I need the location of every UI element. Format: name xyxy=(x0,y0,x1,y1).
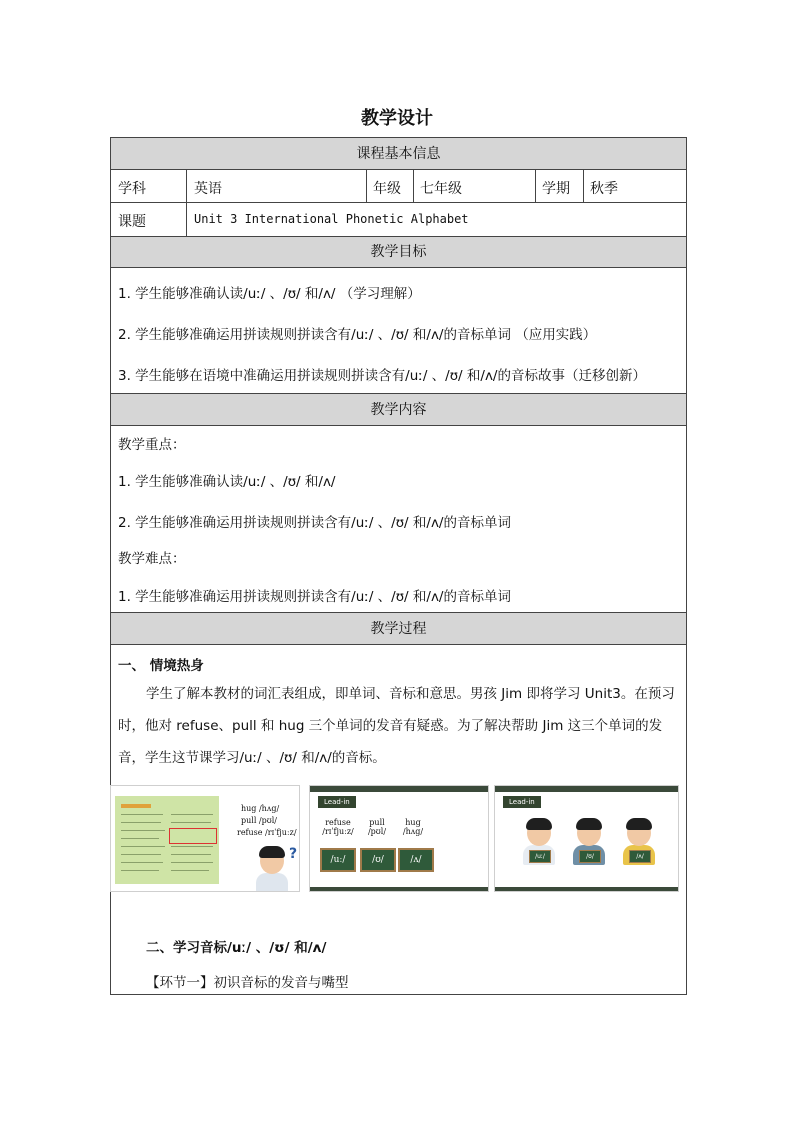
objective-item: 1. 学生能够准确认读/uː/ 、/ʊ/ 和/ʌ/ （学习理解） xyxy=(118,286,421,302)
question-mark: ? xyxy=(289,846,298,862)
slide-thumbnail-lead-in-words xyxy=(310,786,488,891)
key-points-label: 教学重点： xyxy=(118,437,186,453)
col-divider xyxy=(186,170,187,236)
link1-title: 【环节一】初识音标的发音与嘴型 xyxy=(146,975,349,991)
difficult-point-item: 1. 学生能够准确运用拼读规则拼读含有/uː/ 、/ʊ/ 和/ʌ/的音标单词 xyxy=(118,589,511,605)
word-hug: hug /hʌg/ xyxy=(241,804,280,813)
lead-in-tag: Lead-in xyxy=(318,796,356,808)
term-value: 秋季 xyxy=(590,181,618,197)
section-objectives: 教学目标 xyxy=(111,236,686,268)
section-content: 教学内容 xyxy=(111,393,686,426)
phoneme-board: /ʊ/ xyxy=(360,848,396,872)
phoneme-sign: /uː/ xyxy=(529,850,551,863)
key-point-item: 2. 学生能够准确运用拼读规则拼读含有/uː/ 、/ʊ/ 和/ʌ/的音标单词 xyxy=(118,515,511,531)
lead-in-tag: Lead-in xyxy=(503,796,541,808)
subject-label: 学科 xyxy=(118,181,146,197)
step1-paragraph: 学生了解本教材的词汇表组成，即单词、音标和意思。男孩 Jim 即将学习 Unit3。在预习时，他对 refuse、pull 和 hug 三个单词的发音有疑惑。为了解决帮助 Jim 这三个单词的发音，学生这节课学习/uː/ 、/ʊ/ 和/ʌ/的音标。 xyxy=(118,686,675,766)
phoneme-sign: /ʌ/ xyxy=(629,850,651,863)
term-label: 学期 xyxy=(542,181,570,197)
row-divider xyxy=(111,202,686,203)
difficult-points-label: 教学难点： xyxy=(118,551,186,567)
step2-title: 二、学习音标/uː/ 、/ʊ/ 和/ʌ/ xyxy=(146,940,327,956)
word-pull: pull /pʊl/ xyxy=(367,818,387,836)
col-divider xyxy=(583,170,584,202)
slide-thumbnail-vocabulary xyxy=(111,786,299,891)
section-process: 教学过程 xyxy=(111,612,686,645)
subject-value: 英语 xyxy=(194,181,222,197)
col-divider xyxy=(535,170,536,202)
document-title: 教学设计 xyxy=(361,108,433,129)
phoneme-board: /uː/ xyxy=(320,848,356,872)
objective-item: 3. 学生能够在语境中准确运用拼读规则拼读含有/uː/ 、/ʊ/ 和/ʌ/的音标故事（迁移创新） xyxy=(118,368,646,384)
phoneme-sign: /ʊ/ xyxy=(579,850,601,863)
objective-item: 2. 学生能够准确运用拼读规则拼读含有/uː/ 、/ʊ/ 和/ʌ/的音标单词 （应用实践） xyxy=(118,327,597,343)
word-refuse: refuse /rɪˈfjuːz/ xyxy=(322,818,354,836)
grade-label: 年级 xyxy=(373,181,401,197)
topic-value: Unit 3 International Phonetic Alphabet xyxy=(194,212,469,226)
boy-avatar xyxy=(623,820,655,865)
key-point-item: 1. 学生能够准确认读/uː/ 、/ʊ/ 和/ʌ/ xyxy=(118,474,336,490)
word-pull: pull /pʊl/ xyxy=(241,816,277,825)
section-basic-info: 课程基本信息 xyxy=(111,137,686,170)
boy-avatar xyxy=(523,820,555,865)
word-hug: hug /hʌg/ xyxy=(402,818,424,836)
col-divider xyxy=(413,170,414,202)
topic-label: 课题 xyxy=(118,214,146,230)
grade-value: 七年级 xyxy=(420,181,462,197)
slide-thumbnail-lead-in-kids xyxy=(495,786,678,891)
vocabulary-list-image xyxy=(115,796,219,884)
phoneme-board: /ʌ/ xyxy=(398,848,434,872)
step1-title: 一、 情境热身 xyxy=(118,658,204,674)
word-refuse: refuse /rɪˈfjuːz/ xyxy=(237,828,297,837)
boy-avatar xyxy=(256,848,288,891)
boy-avatar xyxy=(573,820,605,865)
col-divider xyxy=(366,170,367,202)
